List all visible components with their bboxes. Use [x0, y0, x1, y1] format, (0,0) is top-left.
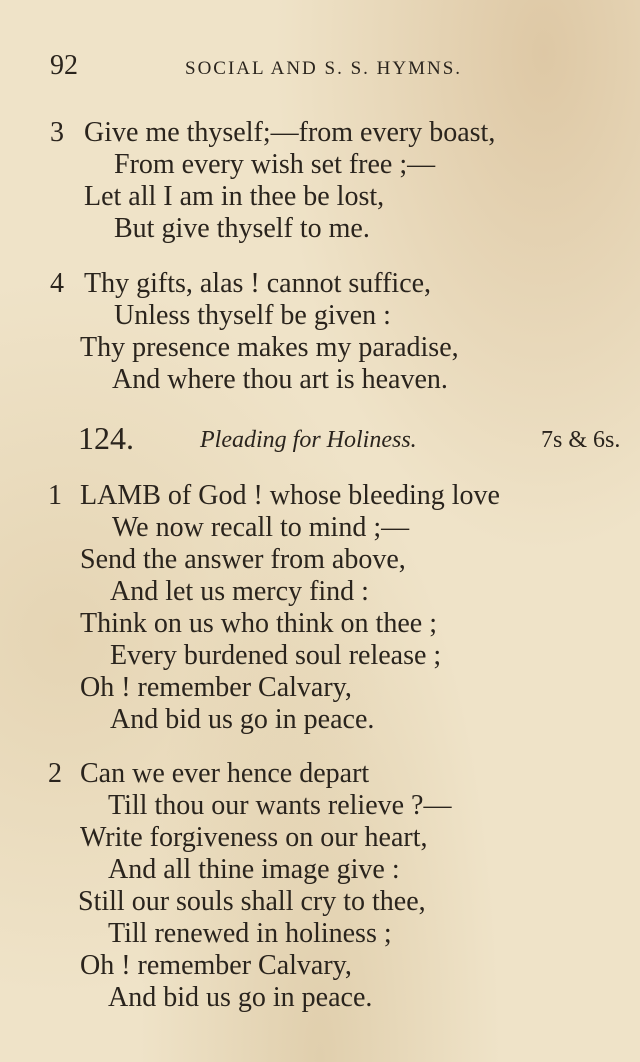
- running-head: SOCIAL AND S. S. HYMNS.: [185, 58, 463, 79]
- verse-line: And where thou art is heaven.: [112, 364, 448, 395]
- hymn-title: Pleading for Holiness.: [200, 427, 417, 453]
- verse-line: And let us mercy find :: [110, 576, 369, 607]
- verse-line: And all thine image give :: [108, 854, 400, 885]
- hymn-number: 124.: [78, 420, 134, 456]
- verse-number: 4: [50, 268, 64, 299]
- verse-line: Till thou our wants relieve ?—: [108, 790, 452, 821]
- verse-number: 2: [48, 758, 62, 789]
- verse-line: Still our souls shall cry to thee,: [78, 886, 426, 917]
- verse-number: 1: [48, 480, 62, 511]
- verse-line: Thy presence makes my paradise,: [80, 332, 459, 363]
- verse-line: And bid us go in peace.: [108, 982, 373, 1013]
- page-number: 92: [50, 50, 78, 81]
- page-header: [50, 50, 520, 90]
- verse-line: Oh ! remember Calvary,: [80, 672, 352, 703]
- verse-line: But give thyself to me.: [114, 213, 370, 244]
- verse-line: Write forgiveness on our heart,: [80, 822, 428, 853]
- hymn-meter: 7s & 6s.: [541, 427, 621, 453]
- verse-line: Every burdened soul release ;: [110, 640, 442, 671]
- verse-line: LAMB of God ! whose bleeding love: [80, 480, 500, 511]
- verse-line: Send the answer from above,: [80, 544, 406, 575]
- verse-line: From every wish set free ;—: [114, 149, 436, 180]
- verse-line: Think on us who think on thee ;: [80, 608, 437, 639]
- verse-line: Oh ! remember Calvary,: [80, 950, 352, 981]
- verse-line: Let all I am in thee be lost,: [84, 181, 385, 212]
- verse-line: We now recall to mind ;—: [112, 512, 410, 543]
- verse-line: Give me thyself;—from every boast,: [84, 117, 496, 148]
- hymn-heading: [78, 420, 638, 460]
- verse-line: Thy gifts, alas ! cannot suffice,: [84, 268, 432, 299]
- verse-line: And bid us go in peace.: [110, 704, 375, 735]
- verse-number: 3: [50, 117, 64, 148]
- verse-line: Till renewed in holiness ;: [108, 918, 392, 949]
- verse-line: Unless thyself be given :: [114, 300, 391, 331]
- verse-line: Can we ever hence depart: [80, 758, 370, 789]
